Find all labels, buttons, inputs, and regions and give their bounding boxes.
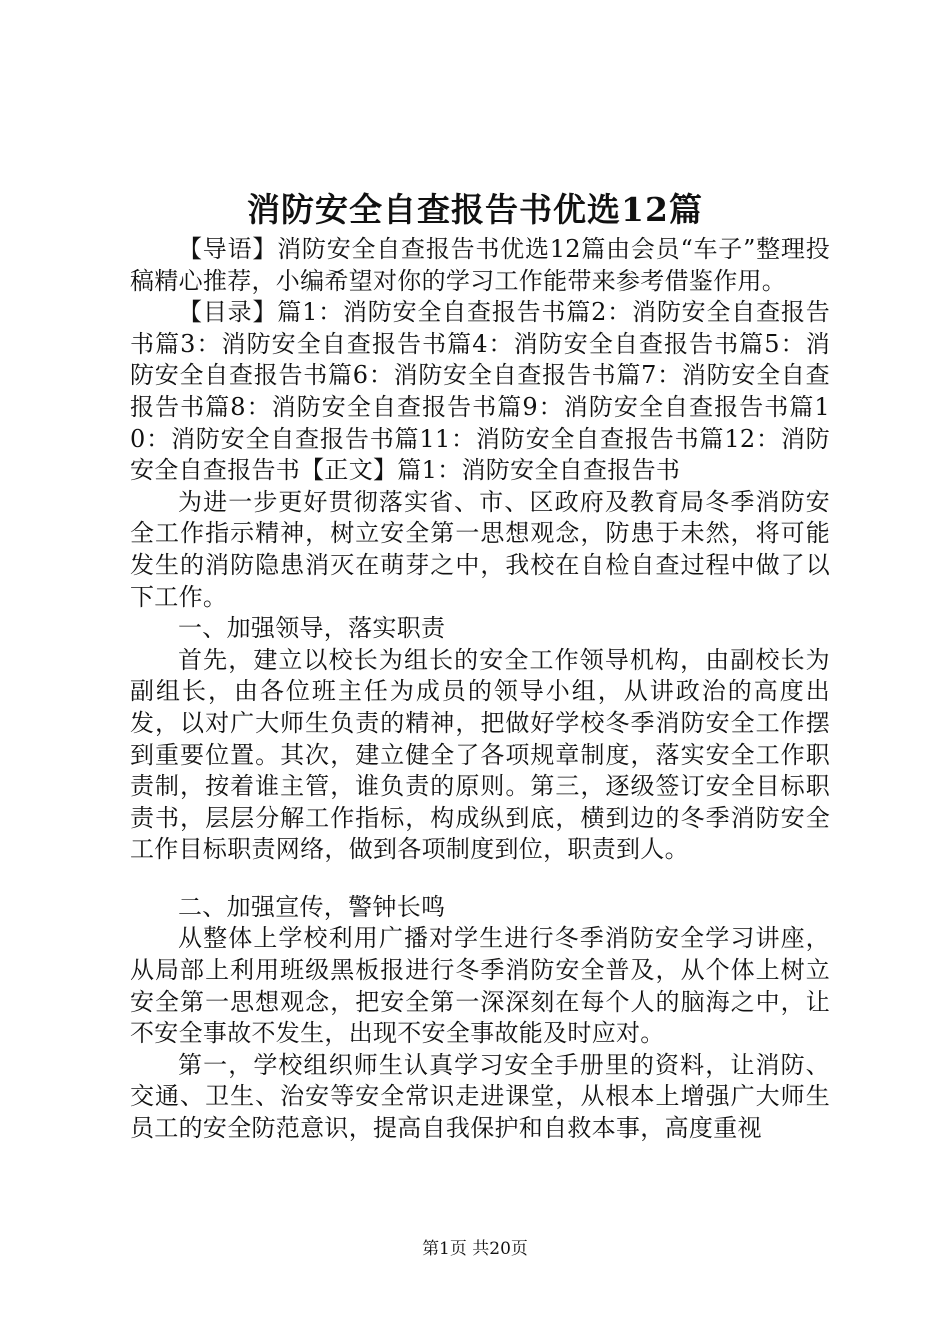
page-number: 第1页 <box>422 1239 467 1259</box>
body-paragraph: 第一，学校组织师生认真学习安全手册里的资料，让消防、交通、卫生、治安等安全常识走进课堂，从根本上增强广大师生员工的安全防范意识，提高自我保护和自救本事，高度重视 <box>130 1050 830 1143</box>
section-heading: 一、加强领导，落实职责 <box>178 614 446 643</box>
intro-paragraph: 【导语】消防安全自查报告书优选12篇由会员“车子”整理投稿精心推荐，小编希望对你的学习工作能带来参考借鉴作用。 <box>130 235 830 295</box>
page-total: 共20页 <box>472 1239 528 1259</box>
body-paragraph: 首先，建立以校长为组长的安全工作领导机构，由副校长为副组长，由各位班主任为成员的领导小组，从讲政治的高度出发，以对广大师生负责的精神，把做好学校冬季消防安全工作摆到重要位置。其次，建立健全了各项规章制度，落实安全工作职责制，按着谁主管，谁负责的原则。第三，逐级签订安全目标职责书，层层分解工作指标，构成纵到底，横到边的冬季消防安全工作目标职责网络，做到各项制度到位，职责到人。 <box>130 645 830 864</box>
document-title: 消防安全自查报告书优选12篇 <box>247 190 703 229</box>
document-body <box>130 234 830 1145</box>
page-footer <box>0 1237 950 1261</box>
body-paragraph: 为进一步更好贯彻落实省、市、区政府及教育局冬季消防安全工作指示精神，树立安全第一思想观念，防患于未然，将可能发生的消防隐患消灭在萌芽之中，我校在自检自查过程中做了以下工作。 <box>130 487 830 611</box>
body-paragraph: 从整体上学校利用广播对学生进行冬季消防安全学习讲座，从局部上利用班级黑板报进行冬季消防安全普及，从个体上树立安全第一思想观念，把安全第一深深刻在每个人的脑海之中，让不安全事故不发生，出现不安全事故能及时应对。 <box>130 924 830 1048</box>
section-heading: 二、加强宣传，警钟长鸣 <box>178 892 446 921</box>
toc-paragraph: 【目录】篇1：消防安全自查报告书篇2：消防安全自查报告书篇3：消防安全自查报告书篇4：消防安全自查报告书篇5：消防安全自查报告书篇6：消防安全自查报告书篇7：消防安全自查报告书篇8：消防安全自查报告书篇9：消防安全自查报告书篇10：消防安全自查报告书篇11：消防安全自查报告书篇12：消防安全自查报告书【正文】篇1：消防安全自查报告书 <box>130 298 830 485</box>
